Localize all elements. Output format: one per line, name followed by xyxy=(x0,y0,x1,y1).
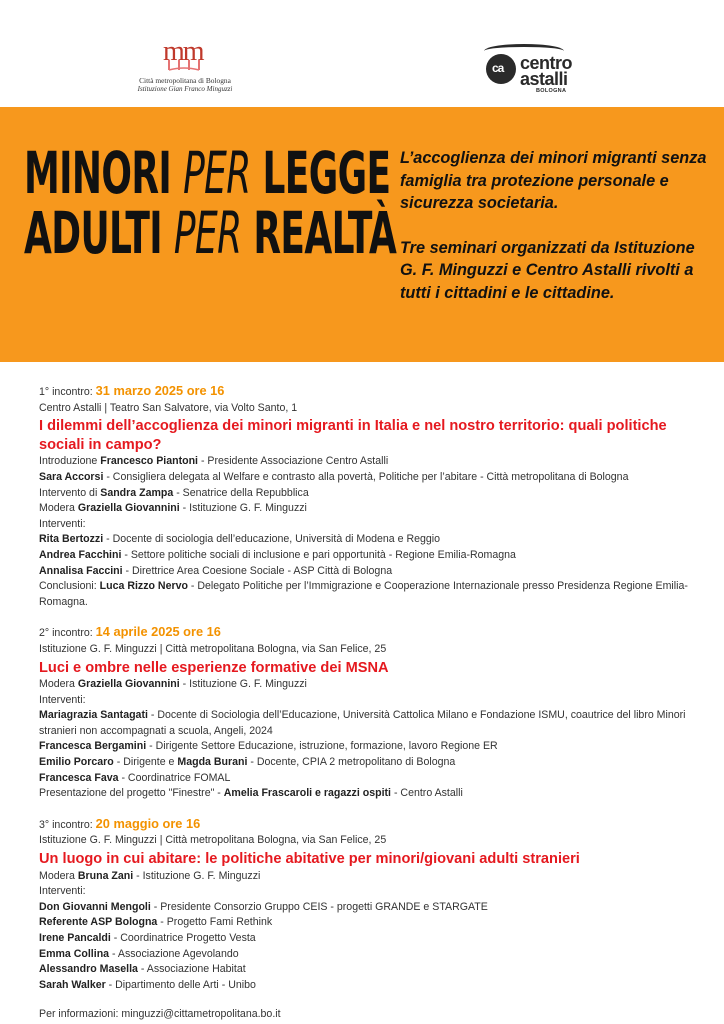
session-3-date: 20 maggio ore 16 xyxy=(95,815,201,831)
tagline-2: Tre seminari organizzati da Istituzione G. F. Minguzzi e Centro Astalli rivolti a tutti i cittadini e le cittadine. xyxy=(400,238,695,302)
main-title xyxy=(24,139,397,267)
session-1-line: Andrea Facchini - Settore politiche sociali di inclusione e pari opportunità - Regione Emilia-Romagna xyxy=(39,548,516,561)
session-2-date: 14 aprile 2025 ore 16 xyxy=(95,624,221,640)
session-1-date: 31 marzo 2025 ore 16 xyxy=(95,383,225,398)
session-2-head: 2° incontro: 14 aprile 2025 ore 16 xyxy=(39,624,221,640)
session-1-line: Intervento di Sandra Zampa - Senatrice della Repubblica xyxy=(39,486,309,499)
minguzzi-logo xyxy=(130,36,240,93)
logos-header xyxy=(0,0,724,106)
session-3-venue: Istituzione G. F. Minguzzi | Città metropolitana Bologna, via San Felice, 25 xyxy=(39,834,387,847)
mm-logo-icon xyxy=(155,36,215,74)
session-3 xyxy=(39,816,699,994)
session-3-line: Don Giovanni Mengoli - Presidente Consorzio Gruppo CEIS - progetti GRANDE e STARGATE xyxy=(39,900,488,913)
session-2 xyxy=(39,624,699,802)
session-1 xyxy=(39,383,699,610)
session-2-line: Mariagrazia Santagati - Docente di Sociologia dell’Educazione, Università Cattolica Milano e Fondazione ISMU, coautrice del libro Minori stranieri non accompagnati a scuola, Angeli, 2024 xyxy=(39,709,686,737)
session-1-title: I dilemmi dell’accoglienza dei minori migranti in Italia e nel nostro territorio: quali politiche sociali in campo? xyxy=(39,418,667,453)
session-2-line: Interventi: xyxy=(39,693,86,706)
session-1-line: Sara Accorsi - Consigliera delegata al Welfare e contrasto alla povertà, Politiche per l’abitare - Città metropolitana di Bologna xyxy=(39,470,629,483)
session-1-head: 1° incontro: 31 marzo 2025 ore 16 xyxy=(39,383,225,398)
session-3-title: Un luogo in cui abitare: le politiche abitative per minori/giovani adulti stranieri xyxy=(39,851,580,868)
logo-left-line2: Istituzione Gian Franco Minguzzi xyxy=(137,85,233,93)
title-row-2: ADULTI PER REALTÀ xyxy=(24,199,397,267)
logo-left-line1: Città metropolitana di Bologna xyxy=(139,76,231,85)
contact-info: Per informazioni: minguzzi@cittametropolitana.bo.it xyxy=(39,1008,281,1021)
session-2-line: Presentazione del progetto "Finestre" - Amelia Frascaroli e ragazzi ospiti - Centro Astalli xyxy=(39,787,463,800)
centro-astalli-logo xyxy=(482,42,572,94)
session-2-line: Francesca Fava - Coordinatrice FOMAL xyxy=(39,771,231,784)
title-row-1: MINORI PER LEGGE xyxy=(24,139,391,207)
tagline xyxy=(400,147,710,304)
ca-circle-icon: ca xyxy=(486,54,516,84)
logo-right-word1: centro xyxy=(520,53,573,73)
logo-right-word2: astalli xyxy=(520,69,568,89)
session-2-line: Modera Graziella Giovannini - Istituzione G. F. Minguzzi xyxy=(39,678,307,691)
program xyxy=(39,383,699,1023)
session-3-head: 3° incontro: 20 maggio ore 16 xyxy=(39,815,201,831)
svg-text:mm: mm xyxy=(163,36,203,67)
session-2-title: Luci e ombre nelle esperienze formative dei MSNA xyxy=(39,659,389,676)
session-2-line: Francesca Bergamini - Dirigente Settore Educazione, istruzione, formazione, lavoro Regione ER xyxy=(39,740,498,753)
session-1-venue: Centro Astalli | Teatro San Salvatore, via Volto Santo, 1 xyxy=(39,401,298,414)
session-2-line: Emilio Porcaro - Dirigente e Magda Burani - Docente, CPIA 2 metropolitano di Bologna xyxy=(39,756,456,769)
session-3-line: Sarah Walker - Dipartimento delle Arti - Unibo xyxy=(39,978,256,991)
session-3-line: Interventi: xyxy=(39,885,86,898)
session-1-line: Introduzione Francesco Piantoni - Presidente Associazione Centro Astalli xyxy=(39,455,389,468)
session-3-line: Referente ASP Bologna - Progetto Fami Rethink xyxy=(39,916,273,929)
session-3-line: Emma Collina - Associazione Agevolando xyxy=(39,947,239,960)
session-1-line: Annalisa Faccini - Direttrice Area Coesione Sociale - ASP Città di Bologna xyxy=(39,564,393,577)
session-3-line: Irene Pancaldi - Coordinatrice Progetto Vesta xyxy=(39,932,256,944)
session-1-line: Conclusioni: Luca Rizzo Nervo - Delegato Politiche per l’Immigrazione e Cooperazione Internazionale presso Presidenza Regione Emilia-Romagna. xyxy=(39,580,688,608)
session-2-venue: Istituzione G. F. Minguzzi | Città metropolitana Bologna, via San Felice, 25 xyxy=(39,642,387,655)
session-1-line: Interventi: xyxy=(39,517,86,530)
session-1-line: Rita Bertozzi - Docente di sociologia dell’educazione, Università di Modena e Reggio xyxy=(39,533,441,546)
tagline-1: L’accoglienza dei minori migranti senza famiglia tra protezione personale e sicurezza societaria. xyxy=(400,149,707,212)
session-1-line: Modera Graziella Giovannini - Istituzione G. F. Minguzzi xyxy=(39,502,307,515)
session-3-line: Modera Bruna Zani - Istituzione G. F. Minguzzi xyxy=(39,869,261,882)
session-3-line: Alessandro Masella - Associazione Habitat xyxy=(39,963,246,976)
logo-right-word3: BOLOGNA xyxy=(536,88,567,94)
